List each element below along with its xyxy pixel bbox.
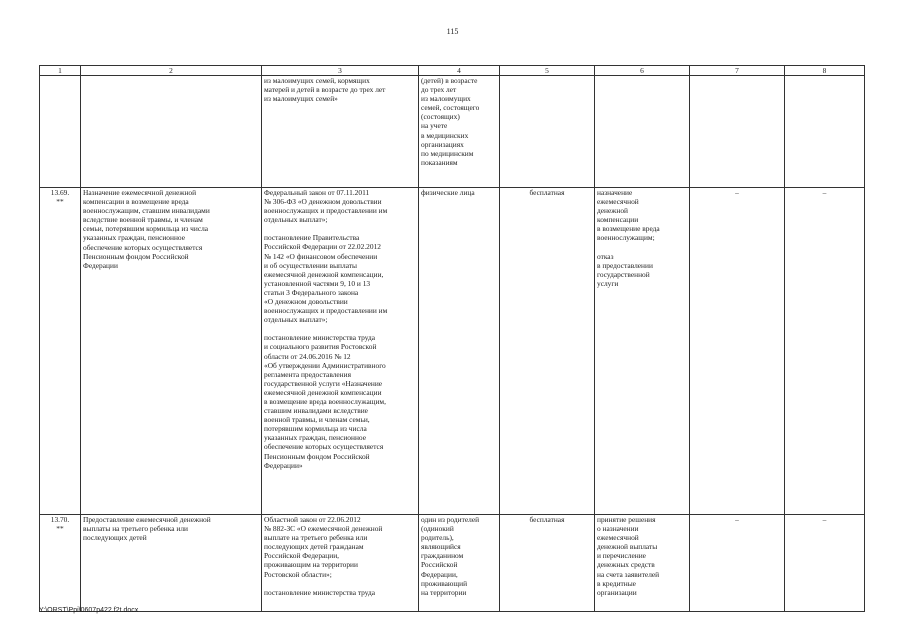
result-line: в предоставлении (597, 260, 653, 270)
recipients-line: на территории (421, 587, 467, 597)
result-line: и перечисление (597, 551, 646, 561)
legal-basis-line: постановление министерства труда (264, 587, 376, 597)
result-line: услуги (597, 278, 619, 288)
recipients-line: на учете (421, 121, 448, 131)
legal-basis-line: военнослужащих и предоставлении им (264, 306, 388, 316)
legal-basis-line: «Об утверждении Административного (264, 360, 386, 370)
recipients-line: Федерации, (421, 569, 458, 579)
result-line: в кредитные (597, 578, 636, 588)
result-line: денежной выплаты (597, 542, 658, 552)
legal-basis-cell (262, 515, 419, 612)
legal-basis-cell (262, 188, 419, 515)
service-number: 13.69. (50, 188, 70, 197)
legal-basis-line: военной травмы, и членам семьи, (264, 415, 370, 425)
column-header-5: 5 (500, 66, 595, 76)
legal-basis-line: матерей и детей в возрасте до трех лет (264, 85, 386, 95)
service-row (40, 188, 865, 515)
service-name-line: указанных граждан, пенсионное (83, 233, 185, 243)
legal-basis-spacer (264, 324, 416, 333)
service-name-line: Федерации (83, 260, 118, 270)
result-line: в возмещение вреда (597, 224, 660, 234)
column-header-4: 4 (419, 66, 500, 76)
service-number-cell (40, 515, 81, 612)
legal-basis-line: № 882-ЗС «О ежемесячной денежной (264, 524, 383, 534)
legal-basis-spacer (264, 224, 416, 233)
recipients-line: по медицинским (421, 148, 474, 158)
recipients-line: родитель), (421, 533, 454, 543)
legal-basis-spacer (264, 579, 416, 588)
recipients-cell (419, 188, 500, 515)
result-cell (595, 188, 690, 515)
service-name-line: военнослужащим, ставшим инвалидами (83, 206, 210, 216)
recipients-line: являющийся (421, 542, 461, 552)
recipients-line: показаниям (421, 157, 458, 167)
cont-cell-4 (419, 76, 500, 188)
legal-basis-line: последующих детей гражданам (264, 542, 364, 552)
result-line: организации (597, 587, 637, 597)
service-name-line: последующих детей (83, 533, 147, 543)
recipients-line: организациях (421, 139, 464, 149)
legal-basis-line: обеспечение которых осуществляется (264, 442, 384, 452)
result-line: денежной (597, 206, 628, 216)
service-name-line: обеспечение которых осуществляется (83, 242, 203, 252)
cont-cell-8 (785, 76, 865, 188)
cont-cell-5 (500, 76, 595, 188)
service-number: 13.70. (50, 515, 70, 524)
legal-basis-line: из малоимущих семей» (264, 94, 338, 104)
col7-cell: – (690, 515, 785, 612)
column-header-7: 7 (690, 66, 785, 76)
fee-cell: бесплатная (500, 188, 595, 515)
result-line: компенсации (597, 215, 639, 225)
legal-basis-line: постановление министерства труда (264, 333, 376, 343)
legal-basis-line: «О денежном довольствии (264, 297, 348, 307)
legal-basis-line: Федеральный закон от 07.11.2011 (264, 188, 370, 197)
column-header-3: 3 (262, 66, 419, 76)
service-name-line: Предоставление ежемесячной денежной (83, 515, 211, 524)
result-line: на счета заявителей (597, 569, 660, 579)
result-line: военнослужащим; (597, 233, 655, 243)
service-name-cell (81, 188, 262, 515)
recipients-line: семей, состоящего (421, 103, 480, 113)
legal-basis-line: Российской Федерации от 22.02.2012 (264, 242, 381, 252)
recipients-line: (одинокий (421, 524, 454, 534)
legal-basis-line: в возмещение вреда военнослужащим, (264, 396, 386, 406)
legal-basis-line: военнослужащих и предоставлении им (264, 206, 388, 216)
legal-basis-line: Российской Федерации, (264, 551, 340, 561)
recipients-cell (419, 515, 500, 612)
service-name-line: семьи, потерявшим кормильца из числа (83, 224, 209, 234)
result-line: отказ (597, 251, 614, 261)
recipients-line: проживающий (421, 578, 468, 588)
service-name-line: выплаты на третьего ребенка или (83, 524, 188, 534)
cont-cell-2 (81, 76, 262, 188)
page-number: 115 (446, 27, 459, 36)
legal-basis-line: Областной закон от 22.06.2012 (264, 515, 361, 524)
recipients-line: (детей) в возрасте (421, 76, 478, 85)
result-line: принятие решения (597, 515, 656, 524)
recipients-line: из малоимущих (421, 94, 471, 104)
legal-basis-line: № 142 «О финансовом обеспечении (264, 251, 378, 261)
legal-basis-line: Пенсионным фондом Российской (264, 451, 370, 461)
legal-basis-line: № 306-ФЗ «О денежном довольствии (264, 197, 382, 207)
legal-basis-line: отдельных выплат»; (264, 315, 328, 325)
recipients-line: один из родителей (421, 515, 480, 524)
cont-cell-3 (262, 76, 419, 188)
result-cell (595, 515, 690, 612)
services-table (39, 65, 865, 612)
column-header-2: 2 (81, 66, 262, 76)
legal-basis-line: статьи 3 Федерального закона (264, 287, 359, 297)
service-number-cell (40, 188, 81, 515)
legal-basis-line: государственной услуги «Назначение (264, 378, 383, 388)
service-mark: ** (56, 197, 64, 207)
legal-basis-line: выплате на третьего ребенка или (264, 533, 368, 543)
service-row (40, 515, 865, 612)
result-line: ежемесячной (597, 197, 639, 207)
service-name-cell (81, 515, 262, 612)
service-name-line: компенсации в возмещение вреда (83, 197, 189, 207)
result-line: назначение (597, 188, 633, 197)
legal-basis-line: Ростовской области»; (264, 569, 332, 579)
legal-basis-line: установленной частями 9, 10 и 13 (264, 278, 371, 288)
file-path-footer: Y:\ORST\Ppi\0607p422.f2t.docx (39, 607, 139, 614)
continuation-row (40, 76, 865, 188)
legal-basis-line: ставшим инвалидами вследствие (264, 406, 368, 416)
legal-basis-line: потерявшим кормильца из числа (264, 424, 367, 434)
cont-cell-6 (595, 76, 690, 188)
legal-basis-line: постановление Правительства (264, 233, 360, 243)
fee-cell: бесплатная (500, 515, 595, 612)
legal-basis-line: проживающим на территории (264, 560, 358, 570)
service-name-line: вследствие военной травмы, и членам (83, 215, 203, 225)
service-name-line: Назначение ежемесячной денежной (83, 188, 197, 197)
result-line: о назначении (597, 524, 639, 534)
legal-basis-line: области от 24.06.2016 № 12 (264, 351, 351, 361)
legal-basis-line: регламента предоставления (264, 369, 351, 379)
result-line: ежемесячной (597, 533, 639, 543)
legal-basis-line: и социального развития Ростовской (264, 342, 377, 352)
column-header-6: 6 (595, 66, 690, 76)
recipients-line: (состоящих) (421, 112, 460, 122)
legal-basis-line: ежемесячной денежной компенсации (264, 387, 382, 397)
result-line: денежных средств (597, 560, 655, 570)
recipients-line: до трех лет (421, 85, 457, 95)
col7-cell: – (690, 188, 785, 515)
cont-cell-7 (690, 76, 785, 188)
recipients-line: в медицинских (421, 130, 469, 140)
legal-basis-line: указанных граждан, пенсионное (264, 433, 366, 443)
legal-basis-line: ежемесячной денежной компенсации, (264, 269, 384, 279)
col8-cell: – (785, 515, 865, 612)
col8-cell: – (785, 188, 865, 515)
service-name-line: Пенсионным фондом Российской (83, 251, 189, 261)
recipients-line: физические лица (421, 188, 475, 197)
legal-basis-line: Федерации» (264, 460, 303, 470)
service-mark: ** (56, 524, 64, 534)
legal-basis-line: и об осуществлении выплаты (264, 260, 357, 270)
column-header-8: 8 (785, 66, 865, 76)
legal-basis-line: из малоимущих семей, кормящих (264, 76, 370, 85)
column-header-1: 1 (40, 66, 81, 76)
result-line: государственной (597, 269, 650, 279)
result-spacer (597, 243, 687, 252)
legal-basis-line: отдельных выплат»; (264, 215, 328, 225)
recipients-line: гражданином (421, 551, 464, 561)
column-number-row (40, 66, 865, 76)
cont-cell-1 (40, 76, 81, 188)
recipients-line: Российской (421, 560, 458, 570)
